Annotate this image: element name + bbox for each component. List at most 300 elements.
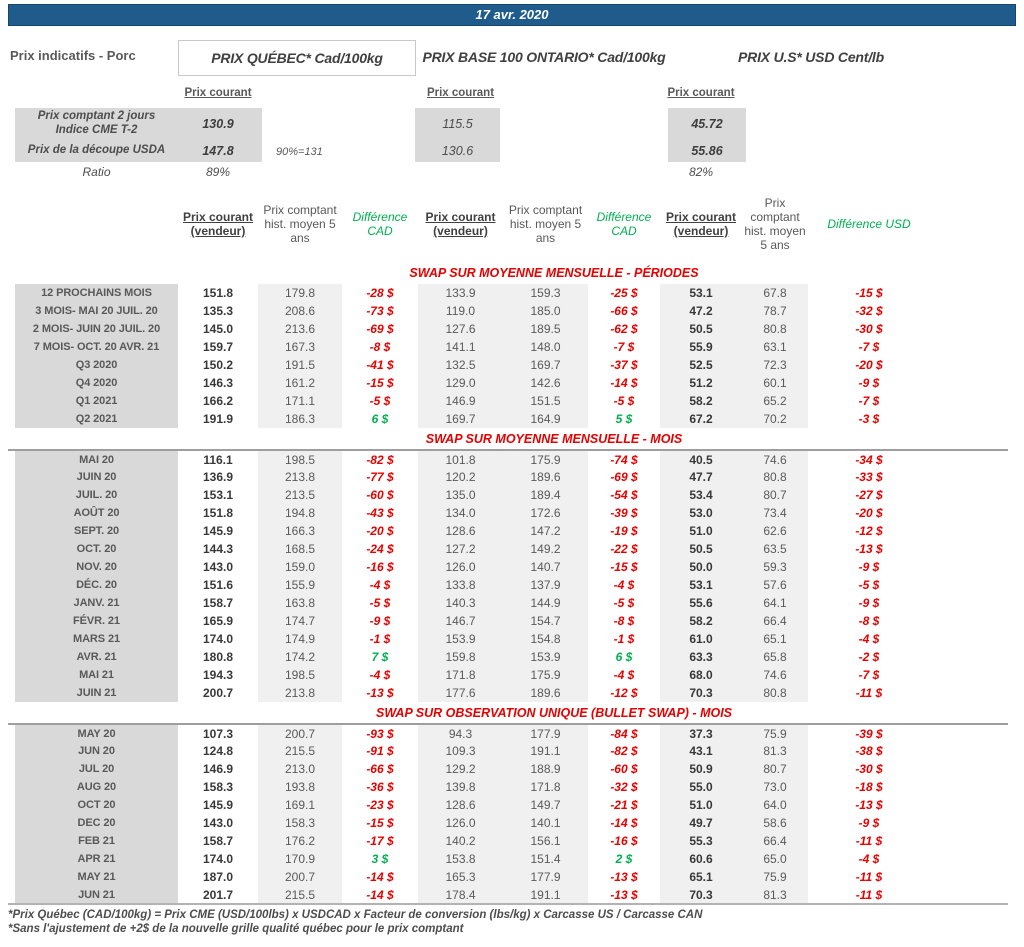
- diff-cell: -36 $: [366, 780, 394, 794]
- price-cell: 151.5: [503, 392, 588, 410]
- table-row: [8, 468, 1008, 486]
- filler-cell: [930, 428, 1008, 450]
- diff-cell: -8 $: [613, 614, 635, 628]
- diff-cell: -20 $: [855, 506, 883, 520]
- row-label: MAI 20: [15, 450, 178, 468]
- row-label: SEPT. 20: [15, 522, 178, 540]
- row-label: AOÛT 20: [15, 504, 178, 522]
- price-cell: 70.2: [742, 410, 808, 428]
- price-cell: 58.6: [742, 814, 808, 832]
- table-row: [8, 760, 1008, 778]
- filler-cell: [930, 302, 1008, 320]
- price-cell: 143.0: [202, 816, 234, 830]
- filler-cell: [930, 832, 1008, 850]
- price-cell: 180.8: [202, 650, 234, 664]
- row-label: JANV. 21: [15, 594, 178, 612]
- filler-cell: [8, 410, 15, 428]
- price-cell: 153.9: [503, 648, 588, 666]
- diff-cell: 3 $: [371, 852, 389, 866]
- price-cell: 65.8: [742, 648, 808, 666]
- price-cell: 179.8: [258, 284, 342, 302]
- filler-cell: [8, 742, 15, 760]
- table-row: [8, 356, 1008, 374]
- price-cell: 55.3: [660, 832, 742, 850]
- price-cell: 55.0: [660, 778, 742, 796]
- price-cell: 189.6: [503, 468, 588, 486]
- price-cell: 185.0: [503, 302, 588, 320]
- price-cell: 174.7: [258, 612, 342, 630]
- filler-cell: [930, 522, 1008, 540]
- diff-cell: -13 $: [366, 686, 394, 700]
- price-cell: 60.1: [742, 374, 808, 392]
- price-cell: 47.7: [660, 468, 742, 486]
- diff-cell: -11 $: [808, 886, 930, 904]
- filler-cell: [930, 558, 1008, 576]
- price-cell: 143.0: [202, 560, 234, 574]
- diff-cell: -7 $: [858, 394, 880, 408]
- row-label: MAY 20: [15, 724, 178, 742]
- diff-cell: -43 $: [366, 506, 394, 520]
- filler-cell: [8, 648, 15, 666]
- filler-cell: [8, 850, 15, 868]
- price-cell: 58.2: [660, 392, 742, 410]
- price-cell: 80.8: [742, 684, 808, 702]
- col-header-hist-us: Prix comptant hist. moyen 5 ans: [744, 195, 806, 253]
- filler-cell: [930, 450, 1008, 468]
- price-cell: 63.3: [660, 648, 742, 666]
- price-cell: 158.3: [258, 814, 342, 832]
- filler-cell: [930, 576, 1008, 594]
- price-cell: 174.9: [258, 630, 342, 648]
- diff-cell: -8 $: [369, 340, 391, 354]
- row-label: Q3 2020: [15, 356, 178, 374]
- page-title: Prix indicatifs - Porc: [10, 48, 136, 63]
- price-cell: 164.9: [503, 410, 588, 428]
- price-cell: 146.7: [418, 612, 503, 630]
- diff-cell: -19 $: [610, 524, 638, 538]
- price-cell: 64.1: [742, 594, 808, 612]
- col-header-prix-courant-quebec: Prix courant (vendeur): [182, 209, 254, 238]
- diff-cell: -4 $: [369, 578, 391, 592]
- price-cell: 62.6: [742, 522, 808, 540]
- price-cell: 159.3: [503, 284, 588, 302]
- price-cell: 200.7: [258, 724, 342, 742]
- price-cell: 151.6: [202, 578, 234, 592]
- filler-cell: [930, 612, 1008, 630]
- price-cell: 170.9: [258, 850, 342, 868]
- price-cell: 67.2: [660, 410, 742, 428]
- diff-cell: -8 $: [858, 614, 880, 628]
- filler-cell: [930, 338, 1008, 356]
- filler-cell: [930, 850, 1008, 868]
- filler-cell: [930, 868, 1008, 886]
- price-cell: 74.6: [742, 450, 808, 468]
- price-cell: 101.8: [418, 450, 503, 468]
- table-row: [8, 742, 1008, 760]
- price-cell: 65.1: [660, 868, 742, 886]
- filler-cell: [8, 594, 15, 612]
- filler-cell: [930, 540, 1008, 558]
- price-cell: 140.3: [418, 594, 503, 612]
- price-cell: 127.2: [418, 540, 503, 558]
- filler-cell: [8, 262, 178, 284]
- prices-table: [8, 186, 1008, 905]
- diff-cell: -24 $: [366, 542, 394, 556]
- prix-courant-label-quebec: Prix courant: [184, 87, 252, 99]
- price-cell: 147.2: [503, 522, 588, 540]
- price-cell: 153.8: [418, 850, 503, 868]
- diff-cell: -62 $: [610, 322, 638, 336]
- price-cell: 213.8: [258, 684, 342, 702]
- price-cell: 151.8: [202, 506, 234, 520]
- diff-cell: -14 $: [366, 870, 394, 884]
- date-banner: [8, 4, 1016, 26]
- table-row: [8, 814, 1008, 832]
- filler-cell: [8, 392, 15, 410]
- price-cell: 161.2: [258, 374, 342, 392]
- diff-cell: -34 $: [808, 450, 930, 468]
- price-cell: 132.5: [418, 356, 503, 374]
- price-cell: 136.9: [202, 470, 234, 484]
- price-cell: 171.1: [258, 392, 342, 410]
- row-label: OCT 20: [15, 796, 178, 814]
- row-label: 7 MOIS- OCT. 20 AVR. 21: [15, 338, 178, 356]
- price-cell: 159.0: [258, 558, 342, 576]
- filler-cell: [8, 630, 15, 648]
- price-cell: 94.3: [418, 724, 503, 742]
- diff-cell: -9 $: [858, 596, 880, 610]
- filler-cell: [8, 702, 178, 724]
- price-cell: 55.6: [660, 594, 742, 612]
- diff-cell: -28 $: [366, 286, 394, 300]
- price-cell: 159.8: [418, 648, 503, 666]
- table-row: [8, 576, 1008, 594]
- filler-cell: [8, 374, 15, 392]
- price-cell: 63.5: [742, 540, 808, 558]
- price-cell: 81.3: [742, 742, 808, 760]
- filler-cell: [8, 832, 15, 850]
- footnote: *Prix Québec (CAD/100kg) = Prix CME (USD/100lbs) x USDCAD x Facteur de conversion (lbs/kg) x Carcasse US / Carcasse CAN: [8, 909, 703, 921]
- filler-cell: [8, 450, 15, 468]
- col-header-hist-ontario: Prix comptant hist. moyen 5 ans: [508, 202, 583, 246]
- section-title-row: [8, 262, 1008, 284]
- price-cell: 53.4: [660, 486, 742, 504]
- section-title: SWAP SUR MOYENNE MENSUELLE - PÉRIODES: [409, 266, 699, 280]
- price-cell: 188.9: [503, 760, 588, 778]
- price-cell: 50.5: [660, 540, 742, 558]
- table-row: [8, 868, 1008, 886]
- row-label: JUL 20: [15, 760, 178, 778]
- table-row: [8, 558, 1008, 576]
- table-header-row: [8, 186, 1008, 262]
- diff-cell: -4 $: [613, 578, 635, 592]
- quebec-90pct-note: 90%=131: [276, 146, 323, 158]
- filler-cell: [8, 684, 15, 702]
- footnote: *Sans l'ajustement de +2$ de la nouvelle grille qualité québec pour le prix comptant: [8, 923, 464, 936]
- col-header-prix-courant-ontario: Prix courant (vendeur): [425, 209, 496, 238]
- diff-cell: -13 $: [855, 798, 883, 812]
- filler-cell: [8, 504, 15, 522]
- diff-cell: 5 $: [615, 412, 633, 426]
- filler-cell: [8, 338, 15, 356]
- diff-cell: -20 $: [366, 524, 394, 538]
- diff-cell: -30 $: [855, 762, 883, 776]
- diff-cell: -15 $: [610, 560, 638, 574]
- table-row: [8, 648, 1008, 666]
- diff-cell: -11 $: [855, 870, 883, 884]
- price-cell: 64.0: [742, 796, 808, 814]
- price-cell: 144.9: [503, 594, 588, 612]
- price-cell: 59.3: [742, 558, 808, 576]
- price-cell: 73.0: [742, 778, 808, 796]
- price-cell: 70.3: [660, 684, 742, 702]
- table-row: [8, 666, 1008, 684]
- filler-cell: [8, 576, 15, 594]
- price-cell: 126.0: [418, 558, 503, 576]
- price-cell: 165.3: [418, 868, 503, 886]
- section-title-row: [8, 428, 1008, 450]
- price-cell: 66.4: [742, 832, 808, 850]
- price-cell: 167.3: [258, 338, 342, 356]
- table-row: [8, 302, 1008, 320]
- filler-cell: [930, 702, 1008, 724]
- filler-cell: [930, 724, 1008, 742]
- row-label: 12 PROCHAINS MOIS: [15, 284, 178, 302]
- footnotes: [8, 908, 1008, 937]
- price-cell: 50.5: [660, 320, 742, 338]
- diff-cell: -32 $: [855, 304, 883, 318]
- price-cell: 198.5: [258, 450, 342, 468]
- filler-cell: [8, 302, 15, 320]
- prices-table-body: [8, 262, 1008, 904]
- price-cell: 80.8: [742, 320, 808, 338]
- diff-cell: -82 $: [342, 450, 418, 468]
- diff-cell: -14 $: [342, 886, 418, 904]
- price-cell: 124.8: [202, 744, 234, 758]
- price-cell: 144.3: [202, 542, 234, 556]
- filler-cell: [930, 356, 1008, 374]
- price-cell: 52.5: [660, 356, 742, 374]
- table-row: [8, 338, 1008, 356]
- table-row: [8, 522, 1008, 540]
- price-cell: 80.7: [742, 486, 808, 504]
- price-cell: 200.7: [258, 868, 342, 886]
- price-cell: 119.0: [418, 302, 503, 320]
- diff-cell: -13 $: [855, 542, 883, 556]
- price-cell: 213.8: [258, 468, 342, 486]
- price-cell: 75.9: [742, 868, 808, 886]
- price-cell: 63.1: [742, 338, 808, 356]
- diff-cell: -60 $: [610, 762, 638, 776]
- price-cell: 163.8: [258, 594, 342, 612]
- col-header-hist-quebec: Prix comptant hist. moyen 5 ans: [263, 202, 337, 246]
- price-cell: 40.5: [660, 450, 742, 468]
- diff-cell: -15 $: [366, 816, 394, 830]
- diff-cell: 6 $: [371, 412, 389, 426]
- price-cell: 66.4: [742, 612, 808, 630]
- price-cell: 186.3: [258, 410, 342, 428]
- diff-cell: -5 $: [858, 578, 880, 592]
- price-cell: 128.6: [418, 796, 503, 814]
- diff-cell: -73 $: [366, 304, 394, 318]
- price-cell: 60.6: [660, 850, 742, 868]
- price-cell: 126.0: [418, 814, 503, 832]
- diff-cell: -74 $: [588, 450, 660, 468]
- price-cell: 134.0: [418, 504, 503, 522]
- diff-cell: -3 $: [858, 412, 880, 426]
- price-cell: 81.3: [742, 886, 808, 904]
- row-label: AUG 20: [15, 778, 178, 796]
- price-cell: 213.5: [258, 486, 342, 504]
- filler-cell: [930, 742, 1008, 760]
- col-header-diff-usd: Différence USD: [827, 216, 911, 231]
- price-cell: 142.6: [503, 374, 588, 392]
- market-header-ontario: PRIX BASE 100 ONTARIO* Cad/100kg: [422, 49, 666, 65]
- row-label: DEC 20: [15, 814, 178, 832]
- filler-cell: [8, 356, 15, 374]
- price-cell: 177.9: [503, 724, 588, 742]
- diff-cell: -91 $: [366, 744, 394, 758]
- row-label: NOV. 20: [15, 558, 178, 576]
- section-title: SWAP SUR OBSERVATION UNIQUE (BULLET SWAP) - MOIS: [375, 705, 733, 720]
- prix-courant-label-ontario: Prix courant: [426, 87, 495, 99]
- filler-cell: [930, 594, 1008, 612]
- price-cell: 65.0: [742, 850, 808, 868]
- spot-value-quebec-usda: 147.8: [202, 144, 234, 158]
- diff-cell: -17 $: [366, 834, 394, 848]
- price-cell: 215.5: [258, 886, 342, 904]
- price-cell: 158.7: [202, 834, 234, 848]
- price-cell: 145.9: [202, 798, 234, 812]
- price-cell: 169.7: [418, 410, 503, 428]
- diff-cell: -5 $: [369, 394, 391, 408]
- price-cell: 61.0: [660, 630, 742, 648]
- diff-cell: -14 $: [610, 816, 638, 830]
- price-cell: 154.8: [503, 630, 588, 648]
- filler-cell: [930, 778, 1008, 796]
- section-title-row: [8, 702, 1008, 724]
- price-cell: 177.9: [503, 868, 588, 886]
- price-cell: 149.7: [503, 796, 588, 814]
- table-row: [8, 724, 1008, 742]
- row-label: MAY 21: [15, 868, 178, 886]
- filler-cell: [930, 374, 1008, 392]
- row-label: JUIL. 20: [15, 486, 178, 504]
- ratio-value-quebec: 89%: [205, 165, 231, 179]
- diff-cell: -11 $: [855, 686, 883, 700]
- diff-cell: -82 $: [610, 744, 638, 758]
- price-cell: 55.9: [660, 338, 742, 356]
- price-cell: 200.7: [202, 686, 234, 700]
- price-cell: 145.0: [202, 322, 234, 336]
- row-label: OCT. 20: [15, 540, 178, 558]
- row-label: FÉVR. 21: [15, 612, 178, 630]
- row-label: 2 MOIS- JUIN 20 JUIL. 20: [15, 320, 178, 338]
- price-cell: 51.0: [660, 522, 742, 540]
- price-cell: 51.0: [660, 796, 742, 814]
- market-header-us: PRIX U.S* USD Cent/lb: [738, 49, 884, 65]
- table-row: [8, 778, 1008, 796]
- table-row: [8, 450, 1008, 468]
- diff-cell: -41 $: [366, 358, 394, 372]
- price-cell: 75.9: [742, 724, 808, 742]
- row-label: MARS 21: [15, 630, 178, 648]
- filler-cell: [8, 540, 15, 558]
- price-cell: 189.4: [503, 486, 588, 504]
- diff-cell: -54 $: [610, 488, 638, 502]
- diff-cell: -7 $: [613, 340, 635, 354]
- spot-value-us-cme: 45.72: [691, 117, 723, 131]
- table-row: [8, 320, 1008, 338]
- price-cell: 215.5: [258, 742, 342, 760]
- diff-cell: -21 $: [610, 798, 638, 812]
- diff-cell: 6 $: [615, 650, 633, 664]
- price-cell: 213.0: [258, 760, 342, 778]
- price-cell: 191.5: [258, 356, 342, 374]
- price-cell: 177.6: [418, 684, 503, 702]
- price-cell: 194.8: [258, 504, 342, 522]
- diff-cell: -66 $: [610, 304, 638, 318]
- section-title: SWAP SUR MOYENNE MENSUELLE - MOIS: [425, 431, 683, 446]
- row-label: Q1 2021: [15, 392, 178, 410]
- diff-cell: -22 $: [610, 542, 638, 556]
- price-cell: 153.9: [418, 630, 503, 648]
- price-cell: 43.1: [660, 742, 742, 760]
- diff-cell: -20 $: [855, 358, 883, 372]
- price-cell: 73.4: [742, 504, 808, 522]
- report-date: 17 avr. 2020: [475, 7, 549, 22]
- filler-cell: [930, 666, 1008, 684]
- spot-value-ontario-usda: 130.6: [441, 144, 474, 158]
- ratio-label: Ratio: [82, 165, 111, 179]
- filler-cell: [930, 760, 1008, 778]
- filler-cell: [8, 868, 15, 886]
- filler-cell: [8, 724, 15, 742]
- diff-cell: -84 $: [588, 724, 660, 742]
- spot-row1-label: Prix comptant 2 jours Indice CME T-2: [37, 110, 156, 136]
- price-cell: 116.1: [178, 450, 258, 468]
- filler-cell: [8, 814, 15, 832]
- spot-value-ontario-cme: 115.5: [442, 117, 473, 131]
- price-cell: 168.5: [258, 540, 342, 558]
- diff-cell: -16 $: [610, 834, 638, 848]
- diff-cell: -23 $: [366, 798, 394, 812]
- diff-cell: -14 $: [610, 376, 638, 390]
- price-cell: 128.6: [418, 522, 503, 540]
- ratio-value-us: 82%: [688, 165, 714, 179]
- row-label: JUN 21: [15, 886, 178, 904]
- filler-cell: [8, 778, 15, 796]
- row-label: FEB 21: [15, 832, 178, 850]
- spot-row2-label: Prix de la découpe USDA: [27, 144, 166, 157]
- diff-cell: -4 $: [858, 632, 880, 646]
- price-cell: 178.4: [418, 886, 503, 904]
- spot-box-quebec: [15, 108, 262, 162]
- price-cell: 166.2: [202, 394, 234, 408]
- diff-cell: 7 $: [371, 650, 389, 664]
- price-cell: 175.9: [503, 450, 588, 468]
- price-cell: 53.0: [660, 504, 742, 522]
- diff-cell: -5 $: [613, 394, 635, 408]
- col-header-prix-courant-us: Prix courant (vendeur): [665, 209, 737, 238]
- price-cell: 53.1: [660, 284, 742, 302]
- market-header-quebec: PRIX QUÉBEC* Cad/100kg: [178, 40, 416, 76]
- price-cell: 109.3: [418, 742, 503, 760]
- filler-cell: [8, 760, 15, 778]
- price-cell: 176.2: [258, 832, 342, 850]
- price-cell: 70.3: [660, 886, 742, 904]
- diff-cell: -15 $: [855, 286, 883, 300]
